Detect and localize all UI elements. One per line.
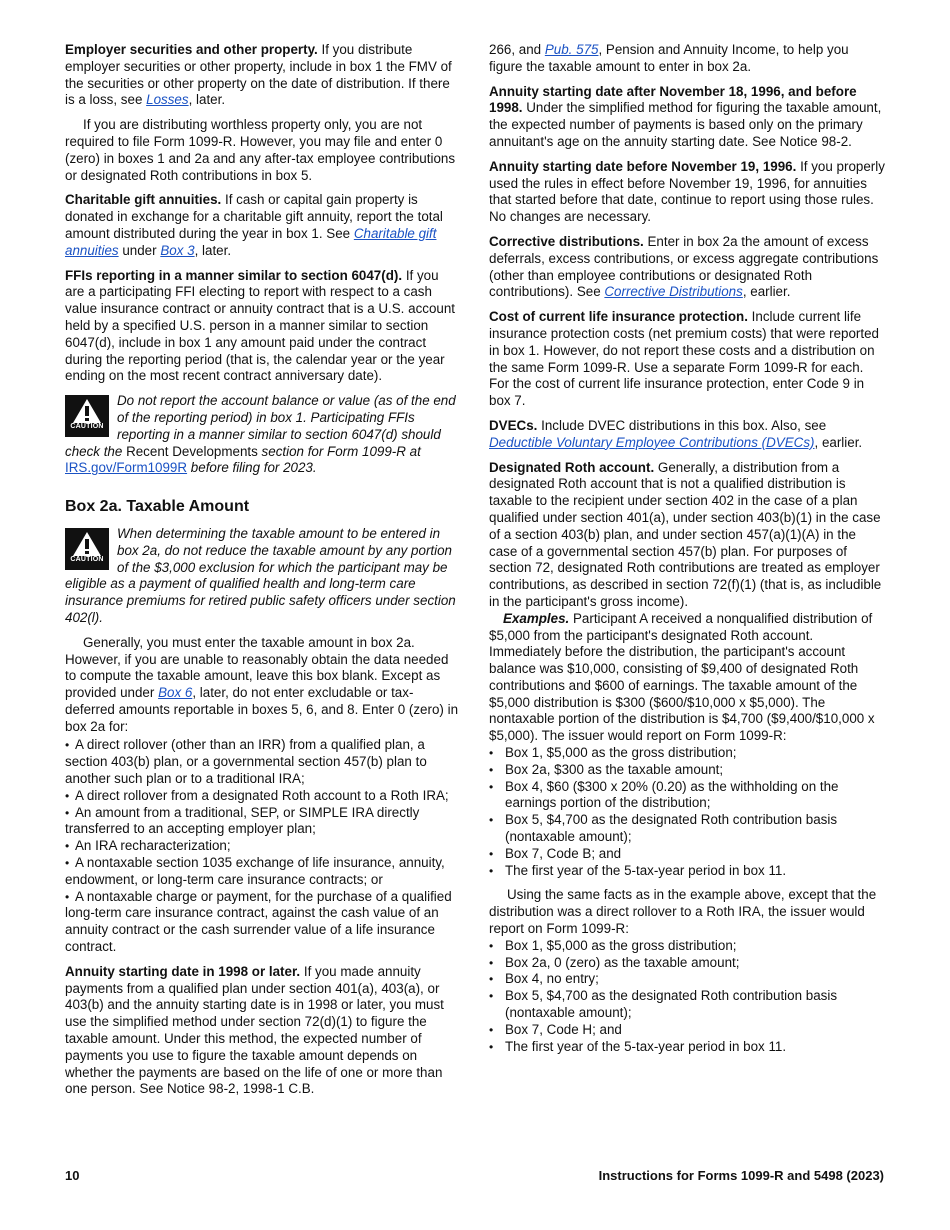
list-item: • A nontaxable charge or payment, for the purchase of a qualified long-term care insurance contract, against the cash value of an annuity contract or the cash surrender value of a life insurance contract. xyxy=(65,889,461,956)
list-item: • Box 1, $5,000 as the gross distribution; xyxy=(489,938,885,955)
charitable-gift-paragraph: Charitable gift annuities. If cash or capital gain property is donated in exchange for a charitable gift annuity, report the total amount distributed during the year in box 1. See Charitable gift annuities under Box 3, later. xyxy=(65,192,443,258)
charitable-gift-annuities-link[interactable]: Charitable gift annuities xyxy=(65,225,437,258)
page-number: 10 xyxy=(65,1168,80,1183)
list-item: • Box 7, Code H; and xyxy=(489,1022,885,1039)
caution-icon: CAUTION xyxy=(65,528,111,570)
after-1996-title: Annuity starting date after November 18, 1996, and before 1998. xyxy=(489,83,857,116)
list-item: • Box 5, $4,700 as the designated Roth contribution basis (nontaxable amount); xyxy=(489,812,885,846)
annuity-1998-paragraph: Annuity starting date in 1998 or later. If you made annuity payments from a qualified plan under section 401(a), 403(a), or 403(b) and the annuity starting date is in 1998 or later, you must use the simplified method under section 72(d)(1) to figure the taxable amount. Under this method, the expected number of payments you use to figure the taxable amount depends on whether the payments are based on the life of one or more than one person. See Notice 98-2, 1998-1 C.B. xyxy=(65,963,444,1097)
box-3-link[interactable]: Box 3 xyxy=(160,242,195,258)
life-insurance-title: Cost of current life insurance protection. xyxy=(489,309,748,325)
before-1996-paragraph: Annuity starting date before November 19, 1996. If you properly used the rules in effect before November 19, 1996, for annuities that started before that date, continue to report using those rules. No changes are necessary. xyxy=(489,158,885,225)
dvecs-paragraph: DVECs. Include DVEC distributions in this box. Also, see Deductible Voluntary Employee Contributions (DVECs), earlier. xyxy=(489,417,863,450)
ffi-paragraph: FFIs reporting in a manner similar to section 6047(d). If you are a participating FFI electing to report with respect to a cash value insurance contract or annuity contract that is a U.S. account held by a specified U.S. person in a manner similar to section 6047(d), include in box 1 any amount paid under the contract during the reporting period (that is, the calendar year or the year ending on the most recent contract anniversary date). xyxy=(65,267,456,384)
after-1996-paragraph: Annuity starting date after November 18, 1996, and before 1998. Under the simplified method for figuring the taxable amount, the expected number of payments is based only on the primary annuitant's age on the annuity starting date. See Notice 98-2. xyxy=(489,83,882,149)
list-item: • A nontaxable section 1035 exchange of life insurance, annuity, endowment, or long-term care insurance contracts; or xyxy=(65,855,461,889)
annuity-1998-title: Annuity starting date in 1998 or later. xyxy=(65,963,301,979)
list-item: • Box 5, $4,700 as the designated Roth contribution basis (nontaxable amount); xyxy=(489,988,885,1022)
before-1996-title: Annuity starting date before November 19, 1996. xyxy=(489,158,797,174)
example-report-list xyxy=(489,745,885,879)
caution-note-box2a: CAUTION When determining the taxable amount to be entered in box 2a, do not reduce the taxable amount by any portion of the $3,000 exclusion for which the participant may be eligible as a payment of qualified health and long-term care insurance premiums for retired public safety officers under section 402(l). xyxy=(65,525,456,625)
losses-link[interactable]: Losses xyxy=(146,92,189,108)
designated-roth-title: Designated Roth account. xyxy=(489,459,655,475)
corrective-paragraph: Corrective distributions. Enter in box 2a the amount of excess deferrals, excess contributions, or excess aggregate contributions (other than employee contributions or designated Roth contributions). See Corrective Distributions, earlier. xyxy=(489,233,879,300)
left-column xyxy=(65,42,461,1106)
list-item: • Box 7, Code B; and xyxy=(489,846,885,863)
footer-title: Instructions for Forms 1099-R and 5498 (2023) xyxy=(598,1168,884,1183)
generally-paragraph: Generally, you must enter the taxable amount in box 2a. However, if you are unable to reasonably obtain the data needed to compute the taxable amount, leave this box blank. Except as provided under Box 6, later, do not enter excludable or tax-deferred amounts reportable in boxes 5, 6, and 8. Enter 0 (zero) in box 2a for: xyxy=(65,634,459,734)
list-item: • A direct rollover (other than an IRR) from a qualified plan, a section 403(b) plan, or a governmental section 457(b) plan to another such plan or to a traditional IRA; xyxy=(65,737,461,787)
rollover-report-list xyxy=(489,938,885,1056)
irs-form1099r-link[interactable]: IRS.gov/Form1099R xyxy=(65,460,188,476)
charitable-gift-title: Charitable gift annuities. xyxy=(65,192,222,208)
dvecs-link[interactable]: Deductible Voluntary Employee Contributions (DVECs) xyxy=(489,434,815,450)
worthless-property-paragraph: If you are distributing worthless property only, you are not required to file Form 1099-R. However, you may file and enter 0 (zero) in boxes 1 and 2a and any after-tax employee contributions or designated Roth contributions in box 5. xyxy=(65,117,456,183)
same-facts-paragraph: Using the same facts as in the example above, except that the distribution was a direct rollover to a Roth IRA, the issuer would report on Form 1099-R: xyxy=(489,887,877,937)
examples-paragraph: Examples. Participant A received a nonqualified distribution of $5,000 from the participant's designated Roth account. Immediately before the distribution, the participant's account balance was $10,000, consisting of $9,400 of designated Roth contributions and $600 of earnings. The taxable amount of the $5,000 distribution is $300 ($600/$10,000 x $5,000). The nontaxable portion of the distribution is $4,700 ($9,400/$10,000 x $5,000). The issuer would report on Form 1099-R: xyxy=(489,610,875,744)
list-item: • Box 2a, 0 (zero) as the taxable amount; xyxy=(489,955,885,972)
ffi-title: FFIs reporting in a manner similar to section 6047(d). xyxy=(65,267,403,283)
corrective-distributions-link[interactable]: Corrective Distributions xyxy=(604,284,743,300)
list-item: • The first year of the 5-tax-year period in box 11. xyxy=(489,863,885,880)
right-column xyxy=(489,42,885,1063)
list-item: • Box 4, no entry; xyxy=(489,971,885,988)
designated-roth-paragraph: Designated Roth account. Generally, a distribution from a designated Roth account that is not a qualified distribution is taxable to the recipient under section 402 in the case of a plan qualified under section 401(a), under section 403(b)(1) in the case of a section 403(b) plan, and under section 457(a)(1)(A) in the case of a governmental section 457(b) plan. For purposes of section 72, designated Roth contributions are treated as employer contributions, as described in section 72(f)(1) (that is, as includible in the participant's gross income). xyxy=(489,459,882,609)
employer-securities-paragraph: Employer securities and other property. If you distribute employer securities or other property, include in box 1 the FMV of the securities or other property on the date of distribution. If there is a loss, see Losses, later. xyxy=(65,42,452,108)
pub-575-link[interactable]: Pub. 575 xyxy=(544,42,599,57)
caution-icon: CAUTION xyxy=(65,395,111,437)
employer-securities-title: Employer securities and other property. xyxy=(65,42,318,57)
zero-box2a-list xyxy=(65,737,461,955)
box-6-link[interactable]: Box 6 xyxy=(158,685,193,701)
list-item: • An IRA recharacterization; xyxy=(65,838,461,855)
life-insurance-paragraph: Cost of current life insurance protection. Include current life insurance protection costs (net premium costs) that were reported in box 1. However, do not report these costs and a distribution on the same Form 1099-R. Use a separate Form 1099-R for each. For the cost of current life insurance protection, enter Code 9 in box 7. xyxy=(489,309,879,409)
examples-title: Examples. xyxy=(503,610,570,626)
list-item: • Box 4, $60 ($300 x 20% (0.20) as the withholding on the earnings portion of the distribution; xyxy=(489,779,885,813)
dvecs-title: DVECs. xyxy=(489,417,538,433)
list-item: • Box 2a, $300 as the taxable amount; xyxy=(489,762,885,779)
list-item: • The first year of the 5-tax-year period in box 11. xyxy=(489,1039,885,1056)
continued-paragraph: 266, and Pub. 575, Pension and Annuity Income, to help you figure the taxable amount to enter in box 2a. xyxy=(489,42,849,74)
list-item: • Box 1, $5,000 as the gross distribution; xyxy=(489,745,885,762)
list-item: • A direct rollover from a designated Roth account to a Roth IRA; xyxy=(65,788,461,805)
box-2a-heading: Box 2a. Taxable Amount xyxy=(65,498,250,516)
caution-note-ffi: CAUTION Do not report the account balance or value (as of the end of the reporting period) in box 1. Participating FFIs reporting in a manner similar to section 6047(d) should check the Recent Developments section for Form 1099-R at IRS.gov/Form1099R before filing for 2023. xyxy=(65,393,456,476)
list-item: • An amount from a traditional, SEP, or SIMPLE IRA directly transferred to an accepting employer plan; xyxy=(65,805,461,839)
corrective-title: Corrective distributions. xyxy=(489,233,644,249)
